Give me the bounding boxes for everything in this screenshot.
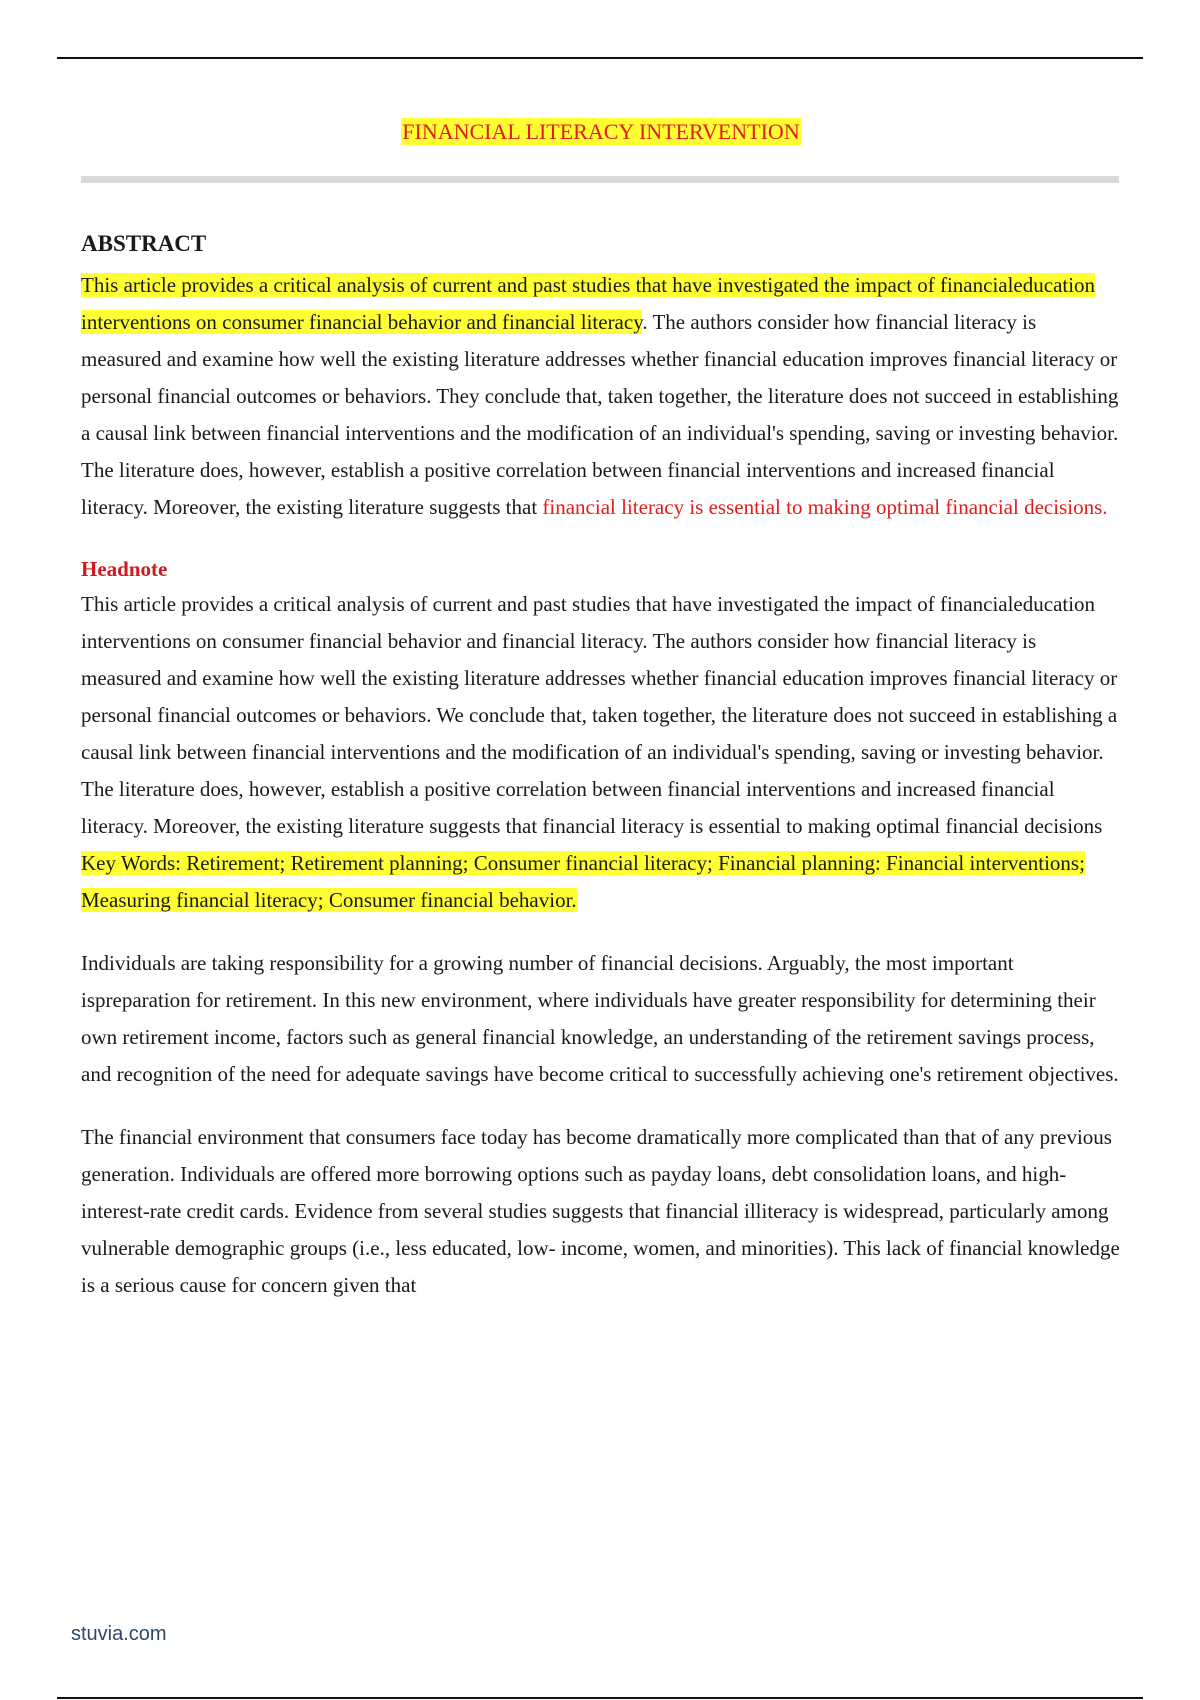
- title-container: [81, 118, 1121, 158]
- top-rule: [57, 57, 1143, 59]
- abstract-body-text: . The authors consider how financial literacy is measured and examine how well the existing literature addresses whether financial education improves financial literacy or personal financial outcomes or behaviors. They conclude that, taken together, the literature does not succeed in establishing a causal link between financial interventions and the modification of an individual's spending, saving or investing behavior. The literature does, however, establish a positive correlation between financial interventions and increased financial literacy. Moreover, the existing literature suggests that: [81, 310, 1119, 519]
- abstract-paragraph: [81, 267, 1121, 526]
- title-divider: [81, 176, 1119, 183]
- bottom-rule: [57, 1697, 1143, 1699]
- body-paragraph-1: Individuals are taking responsibility for a growing number of financial decisions. Arguably, the most important ispreparation for retirement. In this new environment, where individuals have greater responsibility for determining their own retirement income, factors such as general financial knowledge, an understanding of the retirement savings process, and recognition of the need for adequate savings have become critical to successfully achieving one's retirement objectives.: [81, 951, 1119, 1086]
- abstract-highlighted-text: This article provides a critical analysis of current and past studies that have investigated the impact of financialeducation interventions on consumer financial behavior and financial literacy: [81, 273, 1096, 334]
- body-paragraph-2: The financial environment that consumers face today has become dramatically more complicated than that of any previous generation. Individuals are offered more borrowing options such as payday loans, debt consolidation loans, and high-interest-rate credit cards. Evidence from several studies suggests that financial illiteracy is widespread, particularly among vulnerable demographic groups (i.e., less educated, low- income, women, and minorities). This lack of financial knowledge is a serious cause for concern given that: [81, 1125, 1120, 1297]
- footer-brand-link[interactable]: stuvia.com: [71, 1623, 167, 1645]
- headnote-paragraph: This article provides a critical analysis of current and past studies that have investigated the impact of financialeducation interventions on consumer financial behavior and financial literacy. The authors consider how financial literacy is measured and examine how well the existing literature addresses whether financial education improves financial literacy or personal financial outcomes or behaviors. We conclude that, taken together, the literature does not succeed in establishing a causal link between financial interventions and the modification of an individual's spending, saving or investing behavior. The literature does, however, establish a positive correlation between financial interventions and increased financial literacy. Moreover, the existing literature suggests that financial literacy is essential to making optimal financial decisions: [81, 592, 1118, 838]
- keywords-text: Key Words: Retirement; Retirement planning; Consumer financial literacy; Financial planning: Financial interventions; Measuring financial literacy; Consumer financial behavior.: [81, 851, 1085, 912]
- document-title: FINANCIAL LITERACY INTERVENTION: [402, 119, 800, 144]
- abstract-heading: ABSTRACT: [81, 231, 207, 256]
- headnote-heading: Headnote: [81, 557, 168, 581]
- keywords-paragraph: [81, 845, 1121, 919]
- document-page: [81, 118, 1121, 1304]
- abstract-red-text: financial literacy is essential to making optimal financial decisions.: [542, 495, 1108, 519]
